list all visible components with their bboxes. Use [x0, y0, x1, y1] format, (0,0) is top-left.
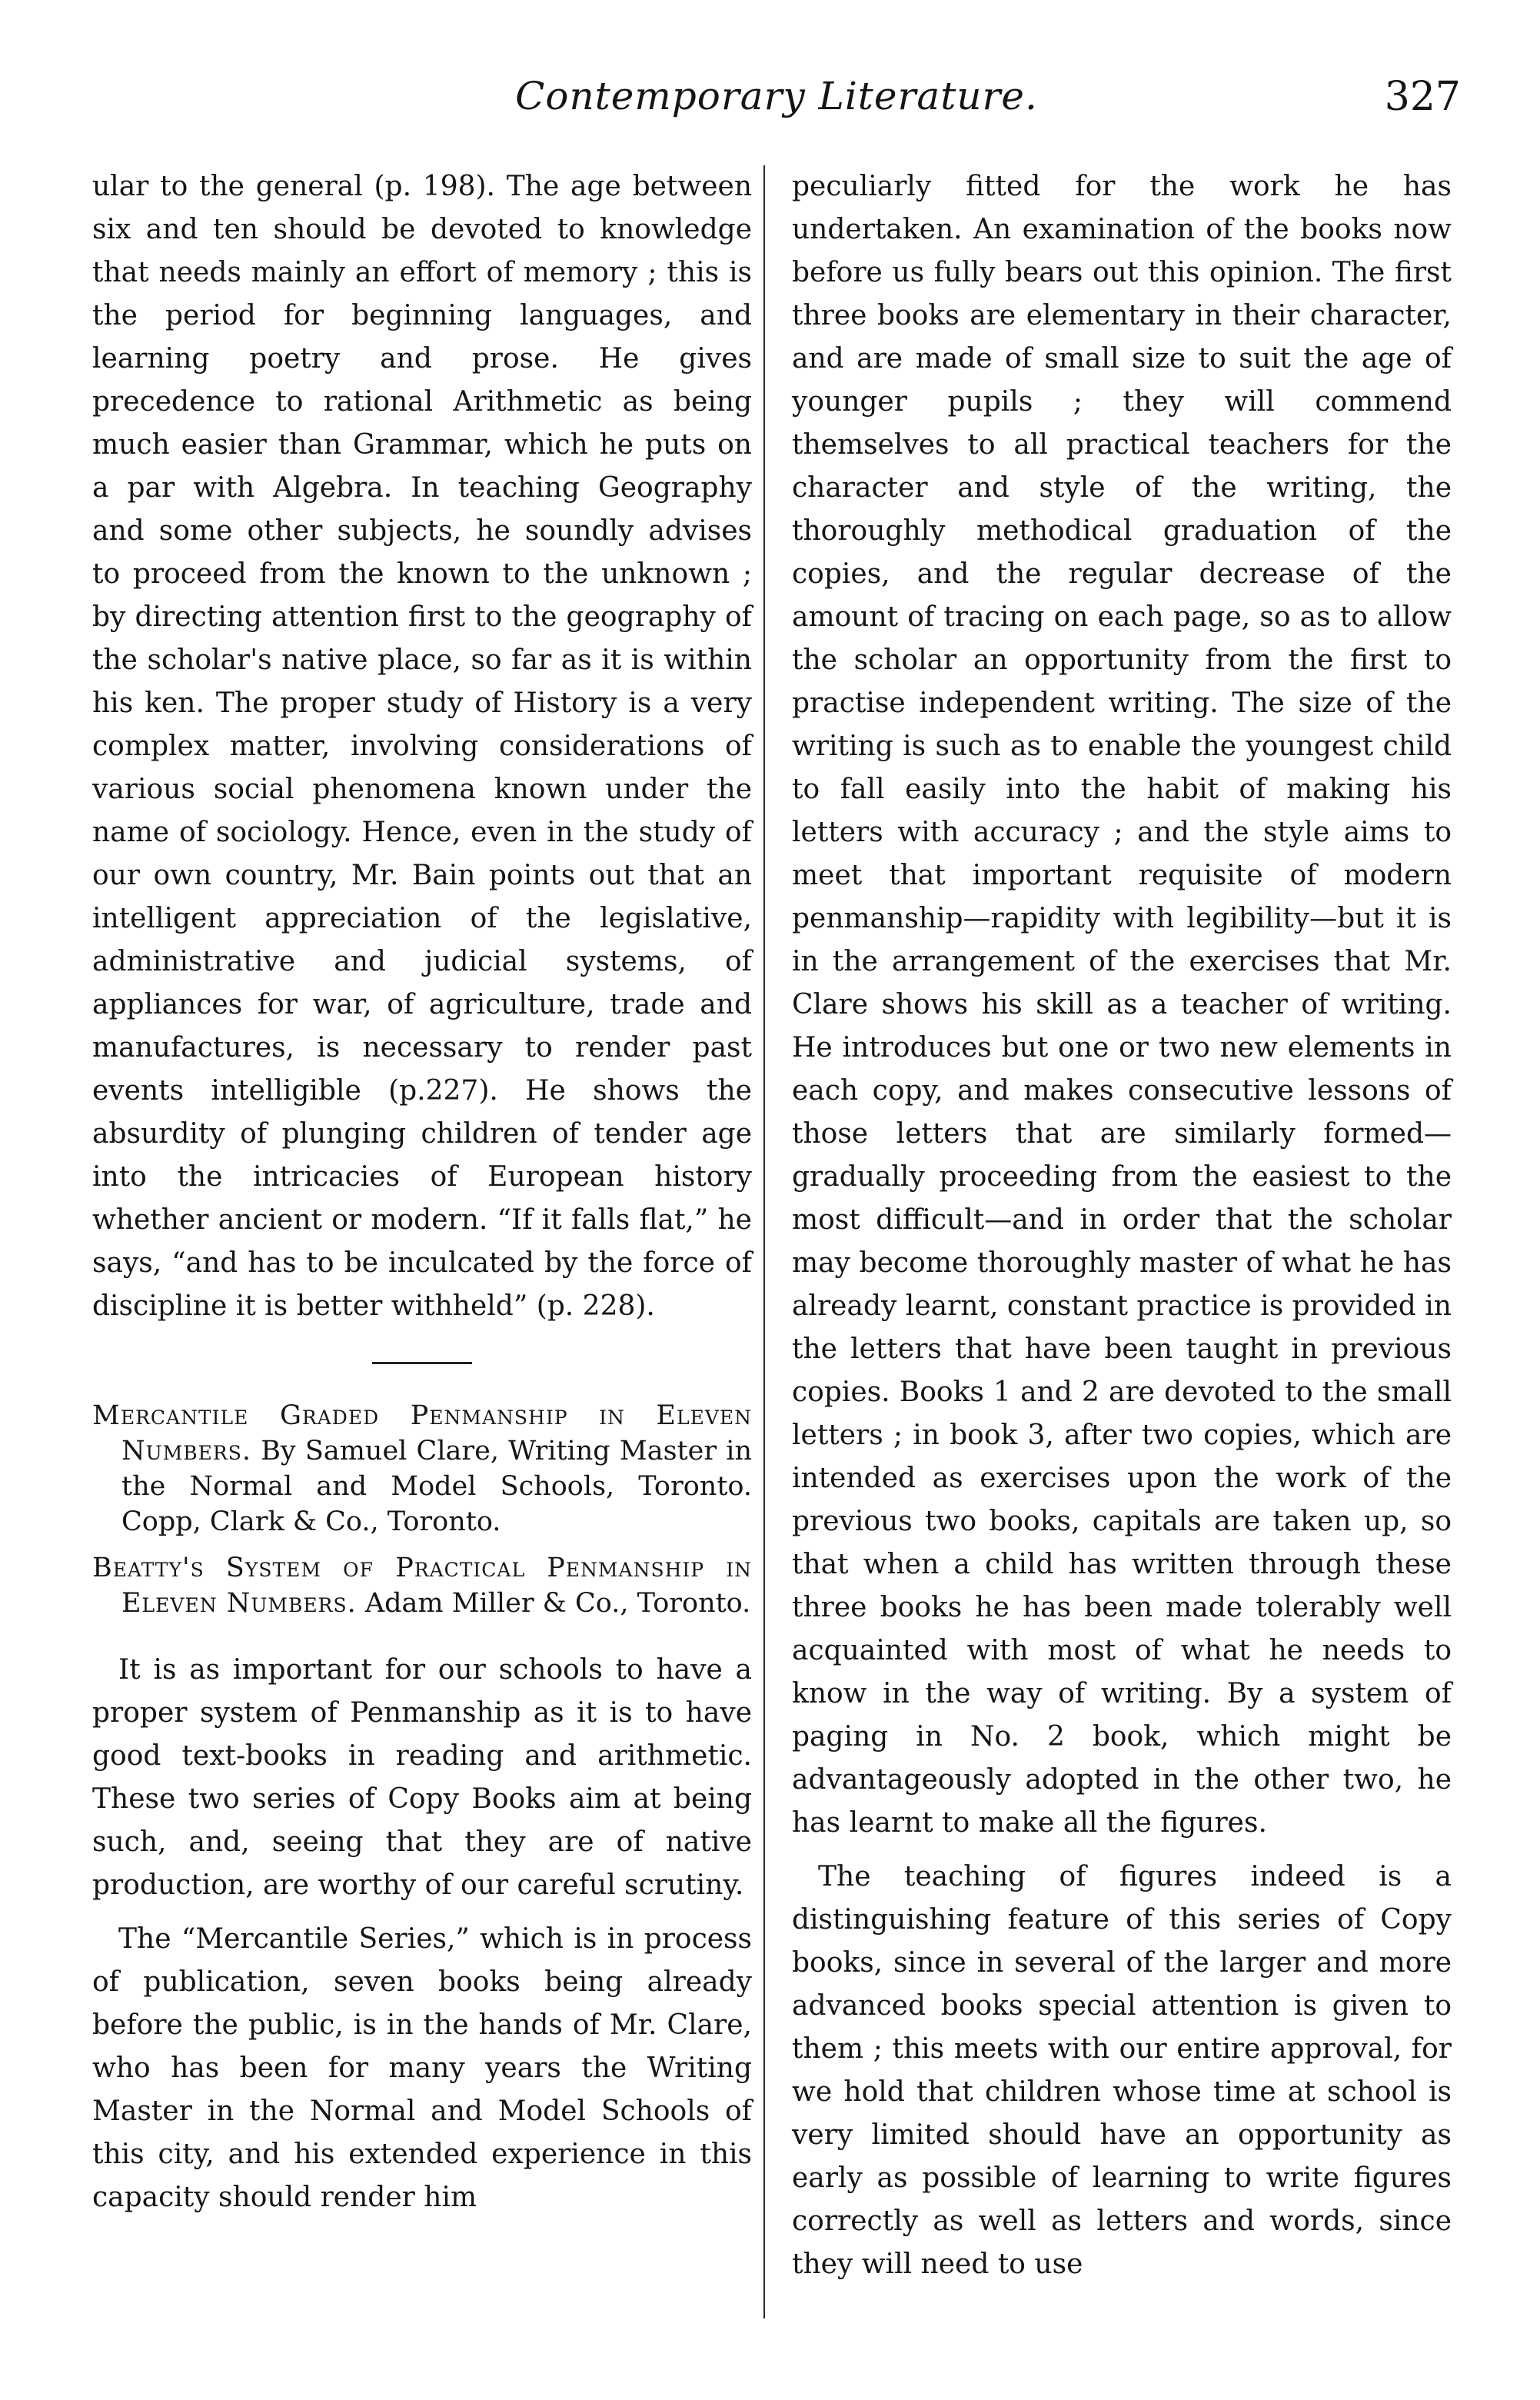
section-divider-rule: [372, 1362, 472, 1364]
left-paragraph-1: ular to the general (p. 198). The age between six and ten should be devoted to knowledge that needs mainly an effort of memory ; this is the period for beginning languages, and learning poetry and prose. He gives precedence to rational Arithmetic as being much easier than Grammar, which he puts on a par with Algebra. In teaching Geography and some other subjects, he soundly advises to proceed from the known to the unknown ; by directing attention first to the geography of the scholar's native place, so far as it is within his ken. The proper study of History is a very complex matter, involving considerations of various social phenomena known under the name of sociology. Hence, even in the study of our own country, Mr. Bain points out that an intelligent appreciation of the legislative, administrative and judicial systems, of appliances for war, of agriculture, trade and manufactures, is necessary to render past events intelligible (p.227). He shows the absurdity of plunging children of tender age into the intricacies of European history whether ancient or modern. “If it falls flat,” he says, “and has to be inculcated by the force of discipline it is better withheld” (p. 228).: [92, 171, 752, 1322]
page-number: 327: [1384, 74, 1461, 120]
left-paragraph-3: The “Mercantile Series,” which is in process of publication, seven books being already before the public, is in the hands of Mr. Clare, who has been for many years the Writing Master in the Normal and Model Schools of this city, and his extended experience in this capacity should render him: [92, 1923, 752, 2213]
book-entry-mercantile: [92, 1398, 752, 1540]
column-divider: [763, 165, 765, 2318]
running-head: [92, 74, 1461, 143]
right-column: [792, 165, 1452, 2286]
right-paragraph-2: The teaching of figures indeed is a distinguishing feature of this series of Copy books, since in several of the larger and more advanced books special attention is given to them ; this meets with our entire approval, for we hold that children whose time at school is very limited should have an opportunity as early as possible of learning to write figures correctly as well as letters and words, since they will need to use: [792, 1861, 1452, 2280]
book-entry-mercantile-details: By Samuel Clare, Writing Master in the Normal and Model Schools, Toronto. Copp, Clark & Co., Toronto.: [121, 1436, 752, 1537]
left-column: [92, 165, 752, 2219]
left-paragraph-2: It is as important for our schools to have a proper system of Penmanship as it is to have good text-books in reading and arithmetic. These two series of Copy Books aim at being such, and, seeing that they are of native production, are worthy of our careful scrutiny.: [92, 1654, 752, 1901]
book-entry-mercantile-title: Mercantile Graded Penmanship in Eleven Numbers.: [92, 1400, 752, 1466]
right-paragraph-1: peculiarly fitted for the work he has undertaken. An examination of the books now before us fully bears out this opinion. The first three books are elementary in their character, and are made of small size to suit the age of younger pupils ; they will commend themselves to all practical teachers for the character and style of the writing, the thoroughly methodical graduation of the copies, and the regular decrease of the amount of tracing on each page, so as to allow the scholar an opportunity from the first to practise independent writing. The size of the writing is such as to enable the youngest child to fall easily into the habit of making his letters with accuracy ; and the style aims to meet that important requisite of modern penmanship—rapidity with legibility—but it is in the arrangement of the exercises that Mr. Clare shows his skill as a teacher of writing. He introduces but one or two new elements in each copy, and makes consecutive lessons of those letters that are similarly formed—gradually proceeding from the easiest to the most difficult—and in order that the scholar may become thoroughly master of what he has already learnt, constant practice is provided in the letters that have been taught in previous copies. Books 1 and 2 are devoted to the small letters ; in book 3, after two copies, which are intended as exercises upon the work of the previous two books, capitals are taken up, so that when a child has written through these three books he has been made tolerably well acquainted with most of what he needs to know in the way of writing. By a system of paging in No. 2 book, which might be advantageously adopted in the other two, he has learnt to make all the figures.: [792, 171, 1452, 1839]
running-title: Contemporary Literature.: [515, 74, 1038, 118]
book-entry-beatty: [92, 1550, 752, 1621]
book-entry-beatty-title: Beatty's System of Practical Penmanship in Eleven Numbers.: [92, 1553, 752, 1619]
book-entry-beatty-details: Adam Miller & Co., Toronto.: [356, 1588, 751, 1619]
